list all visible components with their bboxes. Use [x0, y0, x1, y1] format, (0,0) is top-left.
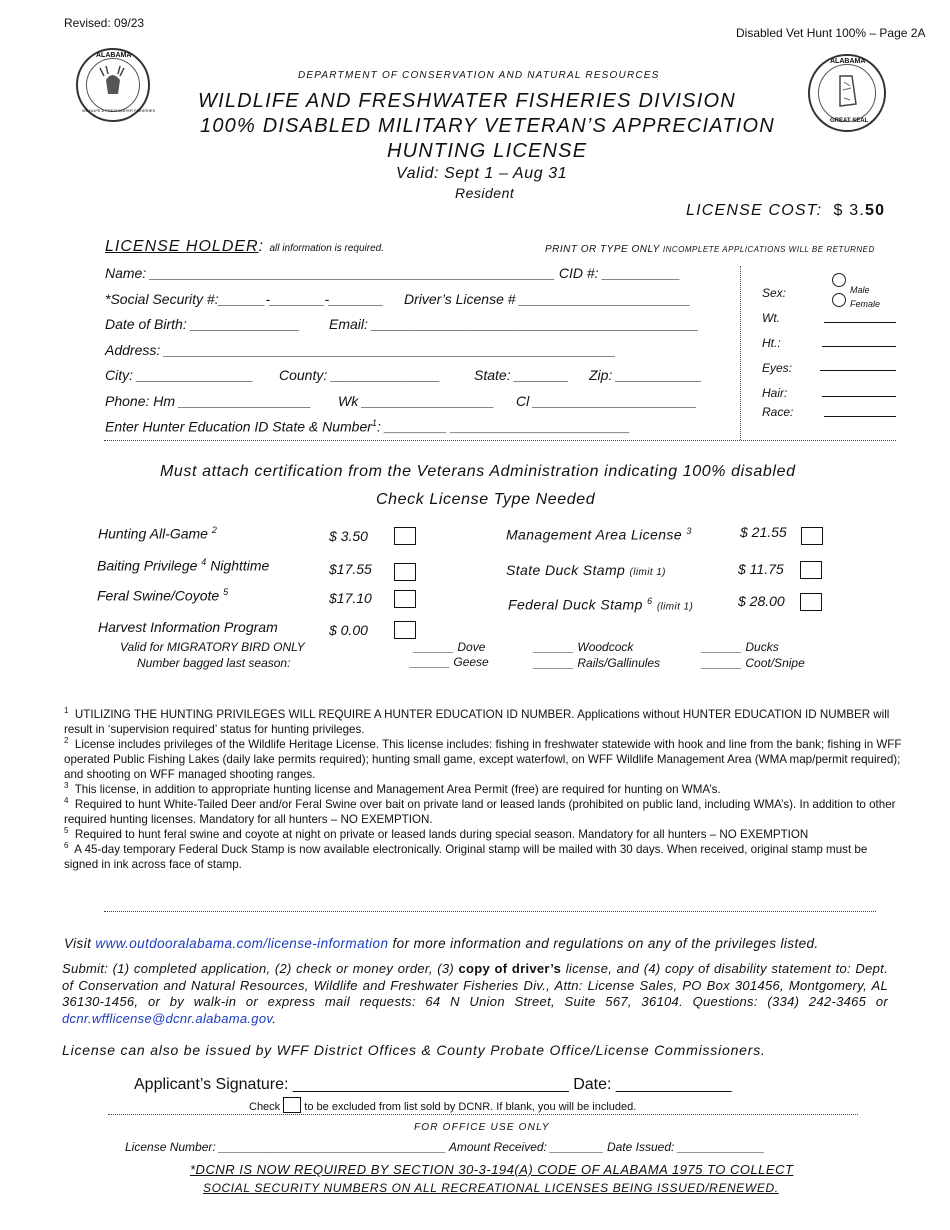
- license-cost-value: $ 3.: [833, 202, 866, 219]
- license-holder-heading: LICENSE HOLDER: all information is required.: [105, 238, 384, 255]
- state-duck-stamp-checkbox[interactable]: [800, 561, 822, 579]
- eyes-label: Eyes:: [762, 361, 793, 375]
- baiting-privilege-checkbox[interactable]: [394, 563, 416, 581]
- race-input[interactable]: [824, 416, 896, 417]
- female-label: Female: [850, 299, 881, 309]
- state-duck-stamp-price: $ 11.75: [738, 561, 784, 577]
- signature-line[interactable]: Applicant’s Signature: _______________________________ Date: _____________: [134, 1076, 732, 1093]
- residency: Resident: [455, 185, 515, 201]
- license-information-link[interactable]: www.outdooralabama.com/license-information: [95, 936, 389, 951]
- dove-count[interactable]: ______ Dove: [414, 640, 486, 654]
- woodcock-count[interactable]: ______ Woodcock: [534, 640, 634, 654]
- address-field[interactable]: Address: __________________________________________________________: [105, 342, 616, 358]
- division-name: WILDLIFE AND FRESHWATER FISHERIES DIVISION: [198, 90, 736, 112]
- page-reference: Disabled Vet Hunt 100% – Page 2A: [736, 26, 926, 40]
- sex-female-radio[interactable]: [832, 293, 846, 307]
- submit-instructions: Submit: (1) completed application, (2) check or money order, (3) copy of driver’s license, and (4) copy of disability statement to: Dept. of Conservation and Natural Resources, Wildlife and Freshwater Fisheries Div., Attn: License Sales, PO Box 301456, Montgomery, AL 36130-1456, or by walk-in or express mail requests: 64 N Union Street, Suite 567, 36104. Questions: (334) 242-3465 or dcnr.wfflicense@dcnr.alabama.gov.: [62, 961, 888, 1026]
- certification-notice: Must attach certification from the Veterans Administration indicating 100% disabled: [160, 463, 796, 480]
- city-field[interactable]: City: _______________: [105, 367, 254, 383]
- county-field[interactable]: County: ______________: [279, 367, 441, 383]
- valid-period: Valid: Sept 1 – Aug 31: [396, 165, 568, 182]
- footnote-4: $^4$ Required to hunt White-Tailed Deer and/or Feral Swine over bait on private land or leased lands (prohibited on public land, including WMA’s). In addition to other required hunting licenses. Mandatory for all hunters – NO EXEMPTION.: [64, 796, 896, 826]
- weight-input[interactable]: [824, 322, 896, 323]
- name-field[interactable]: Name: ____________________________________________________ CID #: __________: [105, 265, 681, 281]
- coot-snipe-count[interactable]: ______ Coot/Snipe: [702, 656, 805, 670]
- federal-duck-stamp-label: Federal Duck Stamp $^6$ (limit 1): [508, 596, 694, 613]
- feral-swine-coyote-checkbox[interactable]: [394, 590, 416, 608]
- drivers-license-field[interactable]: Driver’s License # ______________________: [404, 291, 691, 307]
- eyes-input[interactable]: [820, 370, 896, 371]
- hair-input[interactable]: [822, 396, 896, 397]
- check-license-heading: Check License Type Needed: [376, 491, 596, 508]
- rails-count[interactable]: ______ Rails/Gallinules: [534, 656, 661, 670]
- footnote-2: $^2$ License includes privileges of the Wildlife Heritage License. This license includes: fishing in freshwater statewide with hook and line from the bank; fishing in WFF operated Public Fishing Lakes (daily lake permits required); hunting small game, except waterfowl, on WFF Wildlife Management Area (WMA map/permit required); and shooting on WFF managed shooting ranges.: [64, 736, 902, 781]
- legal-notice-line1: *DCNR IS NOW REQUIRED BY SECTION 30-3-194(A) CODE OF ALABAMA 1975 TO COLLECT: [190, 1162, 794, 1177]
- revised-date: Revised: 09/23: [64, 16, 145, 30]
- work-phone-field[interactable]: Wk _________________: [338, 393, 495, 409]
- holder-section-divider: [104, 440, 896, 441]
- department-name: DEPARTMENT OF CONSERVATION AND NATURAL RESOURCES: [298, 70, 660, 81]
- hip-label: Harvest Information Program: [98, 619, 278, 635]
- state-field[interactable]: State: _______: [474, 367, 569, 383]
- zip-field[interactable]: Zip: ___________: [589, 367, 702, 383]
- legal-notice-line2: SOCIAL SECURITY NUMBERS ON ALL RECREATIONAL LICENSES BEING ISSUED/RENEWED.: [203, 1181, 779, 1195]
- office-use-fields: License Number: __________________________________ Amount Received: ________ Date Issued: _____________: [125, 1140, 765, 1154]
- hunter-education-field[interactable]: Enter Hunter Education ID State & Number$^1$: ________ _______________________: [105, 418, 630, 435]
- email-field[interactable]: Email: __________________________________________: [329, 316, 699, 332]
- race-label: Race:: [762, 405, 794, 419]
- sex-male-radio[interactable]: [832, 273, 846, 287]
- descriptor-divider: [740, 266, 741, 440]
- print-note: PRINT OR TYPE ONLY INCOMPLETE APPLICATIONS WILL BE RETURNED: [545, 244, 875, 255]
- holder-note: all information is required.: [269, 243, 384, 254]
- management-area-label: Management Area License $^3$: [506, 526, 692, 543]
- baiting-privilege-label: Baiting Privilege $^4$ Nighttime: [97, 557, 270, 574]
- form-title-line1: 100% DISABLED MILITARY VETERAN’S APPRECIATION: [200, 115, 775, 137]
- management-area-checkbox[interactable]: [801, 527, 823, 545]
- federal-duck-stamp-price: $ 28.00: [738, 593, 785, 609]
- weight-label: Wt.: [762, 311, 780, 325]
- footnote-1: $^1$ UTILIZING THE HUNTING PRIVILEGES WILL REQUIRE A HUNTER EDUCATION ID NUMBER. Applications without HUNTER EDUCATION ID NUMBER will result in ‘supervision required’ status for hunting privileges.: [64, 706, 890, 736]
- male-label: Male: [850, 285, 870, 295]
- footnotes-divider: [104, 911, 876, 912]
- license-cost-label: LICENSE COST:: [686, 202, 823, 219]
- hip-valid-for: Valid for MIGRATORY BIRD ONLY: [120, 640, 305, 654]
- hair-label: Hair:: [762, 386, 788, 400]
- footnote-6: $^6$ A 45-day temporary Federal Duck Stamp is now available electronically. Original stamp will be mailed with 30 days. When received, original stamp must be signed in ink across face of stamp.: [64, 841, 868, 871]
- feral-swine-coyote-price: $17.10: [329, 590, 372, 606]
- wff-seal-logo: ALABAMA WILDLIFE & FRESHWATER FISHERIES: [76, 48, 150, 122]
- hunting-all-game-price: $ 3.50: [329, 528, 368, 544]
- dob-field[interactable]: Date of Birth: ______________: [105, 316, 300, 332]
- issued-by-note: License can also be issued by WFF District Offices & County Probate Office/License Commissioners.: [62, 1042, 766, 1058]
- ducks-count[interactable]: ______ Ducks: [702, 640, 779, 654]
- exclusion-check-line: Check to be excluded from list sold by DCNR. If blank, you will be included.: [249, 1097, 636, 1113]
- height-input[interactable]: [822, 346, 896, 347]
- management-area-price: $ 21.55: [740, 524, 787, 540]
- state-duck-stamp-label: State Duck Stamp (limit 1): [506, 562, 666, 578]
- sex-label: Sex:: [762, 286, 787, 300]
- license-email-link[interactable]: dcnr.wfflicense@dcnr.alabama.gov: [62, 1010, 273, 1026]
- height-label: Ht.:: [762, 336, 781, 350]
- form-title-line2: HUNTING LICENSE: [387, 140, 588, 162]
- hip-checkbox[interactable]: [394, 621, 416, 639]
- home-phone-field[interactable]: Phone: Hm _________________: [105, 393, 312, 409]
- license-cost-cents: 50: [865, 202, 886, 219]
- hunting-all-game-checkbox[interactable]: [394, 527, 416, 545]
- federal-duck-stamp-checkbox[interactable]: [800, 593, 822, 611]
- cell-phone-field[interactable]: Cl _____________________: [516, 393, 697, 409]
- hip-price: $ 0.00: [329, 622, 368, 638]
- license-cost: [686, 202, 885, 220]
- ssn-field[interactable]: *Social Security #:______-_______-_______: [105, 291, 384, 307]
- footnote-5: $^5$ Required to hunt feral swine and coyote at night on private or leased lands during special season. Mandatory for all hunters – NO EXEMPTION: [64, 826, 809, 841]
- feral-swine-coyote-label: Feral Swine/Coyote $^5$: [97, 587, 229, 604]
- geese-count[interactable]: ______ Geese: [410, 655, 489, 669]
- baiting-privilege-price: $17.55: [329, 561, 372, 577]
- hunting-all-game-label: Hunting All-Game $^2$: [98, 525, 217, 542]
- office-use-heading: FOR OFFICE USE ONLY: [414, 1122, 550, 1133]
- visit-line: Visit www.outdooralabama.com/license-information for more information and regulations on any of the privileges listed.: [64, 936, 819, 951]
- hip-bagged-label: Number bagged last season:: [137, 656, 291, 670]
- office-divider: [108, 1114, 858, 1115]
- exclusion-checkbox[interactable]: [283, 1097, 301, 1113]
- footnote-3: $^3$ This license, in addition to appropriate hunting license and Management Area Permit (free) are required for hunting on WMA’s.: [64, 781, 721, 796]
- alabama-great-seal-logo: ALABAMA GREAT SEAL: [808, 54, 886, 132]
